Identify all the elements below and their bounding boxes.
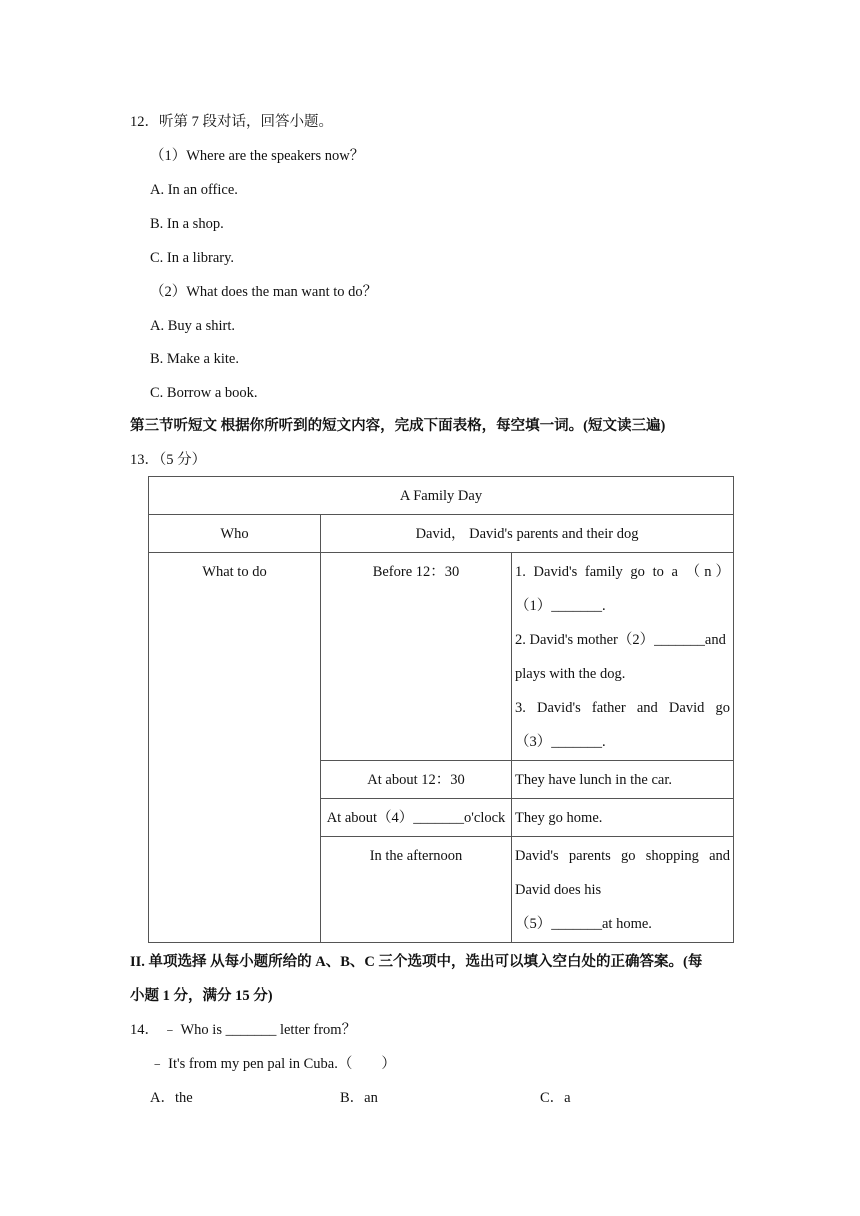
- table-row4-line1: David's parents go shopping and: [515, 848, 731, 864]
- q12-sub2-option-b: B. Make a kite.: [150, 351, 239, 367]
- table-row1-line5: 3. David's father and David go: [515, 700, 731, 716]
- q14-option-b: B．an: [340, 1090, 378, 1106]
- q14-line1: 14． ﹣ Who is _______ letter from？: [130, 1022, 357, 1038]
- q12-sub1-option-b: B. In a shop.: [150, 216, 224, 232]
- q14-option-c: C．a: [540, 1090, 571, 1106]
- table-row1-line4: plays with the dog.: [515, 666, 626, 682]
- q12-sub2-option-a: A. Buy a shirt.: [150, 318, 235, 334]
- table-row1-time: Before 12：30: [321, 553, 512, 761]
- q14-option-a: A．the: [150, 1090, 193, 1106]
- part2-heading-line2: 小题 1 分，满分 15 分): [130, 988, 273, 1004]
- table-who-label: Who: [149, 515, 321, 553]
- q14-line2: ﹣ It's from my pen pal in Cuba.（ ）: [150, 1056, 396, 1072]
- table-row4-content: [512, 837, 734, 943]
- q12-sub1-question: （1）Where are the speakers now？: [150, 148, 365, 164]
- table-row4-line2: David does his: [515, 882, 602, 898]
- q12-sub1-option-c: C. In a library.: [150, 250, 235, 266]
- table-row1-line2: （1）_______.: [515, 598, 606, 614]
- table-row2-time: At about 12：30: [321, 761, 512, 799]
- table-row1-line3: 2. David's mother（2）_______and: [515, 632, 726, 648]
- q12-sub2-question: （2）What does the man want to do？: [150, 284, 378, 300]
- q12-stem: 12．听第 7 段对话，回答小题。: [130, 114, 333, 130]
- table-who-value: David， David's parents and their dog: [321, 515, 734, 553]
- q12-sub2-option-c: C. Borrow a book.: [150, 385, 258, 401]
- section3-heading: 第三节听短文 根据你所听到的短文内容，完成下面表格，每空填一词。(短文读三遍): [130, 418, 666, 434]
- table-what-label: What to do: [149, 553, 321, 943]
- table-row1-line6: （3）_______.: [515, 734, 606, 750]
- table-row4-time: In the afternoon: [321, 837, 512, 943]
- table-title: A Family Day: [149, 477, 734, 515]
- family-day-table: [148, 476, 734, 943]
- table-row1-line1: 1. David's family go to a （n）: [515, 564, 731, 580]
- table-row4-line3: （5）_______at home.: [515, 916, 652, 932]
- table-row1-content: [512, 553, 734, 761]
- table-row3-time: At about（4）_______o'clock: [321, 799, 512, 837]
- table-row3-line1: They go home.: [512, 799, 734, 837]
- part2-heading-line1: II. 单项选择 从每小题所给的 A、B、C 三个选项中，选出可以填入空白处的正确答案。(每: [130, 954, 703, 970]
- q12-sub1-option-a: A. In an office.: [150, 182, 238, 198]
- q13-stem: 13．（5 分）: [130, 452, 207, 468]
- table-row2-line1: They have lunch in the car.: [512, 761, 734, 799]
